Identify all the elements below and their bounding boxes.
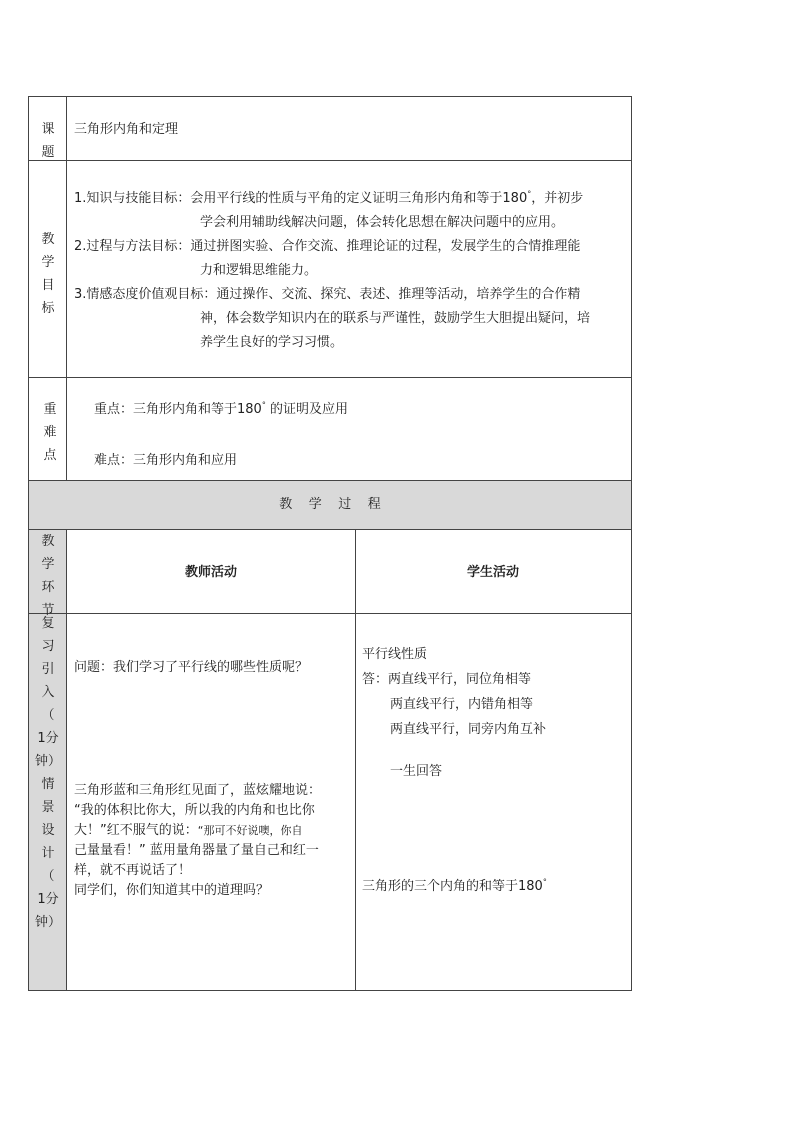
- student-activity-header: 学生活动: [466, 565, 519, 580]
- student-answer: 两直线平行，同旁内角互补: [390, 722, 547, 737]
- objective-item: 1.知识与技能目标：会用平行线的性质与平角的定义证明三角形内角和等于180°，并初步: [74, 189, 584, 206]
- story-line: 三角形蓝和三角形红见面了，蓝炫耀地说：: [74, 783, 322, 798]
- objective-item-cont: 养学生良好的学习习惯。: [200, 335, 344, 350]
- topic-label: 课 题: [41, 122, 55, 160]
- objective-item-cont: 神，体会数学知识内在的联系与严谨性，鼓励学生大胆提出疑问，培: [200, 311, 591, 326]
- objective-item: 2.过程与方法目标：通过拼图实验、合作交流、推理论证的过程，发展学生的合情推理能: [74, 239, 581, 254]
- process-header: 教 学 过 程: [279, 497, 381, 512]
- student-answer: 答：两直线平行，同位角相等: [362, 672, 532, 687]
- col-divider: [355, 529, 356, 990]
- key-point: 重点：三角形内角和等于180° 的证明及应用: [94, 400, 348, 417]
- row-divider: [29, 529, 631, 530]
- difficult-point: 难点：三角形内角和应用: [94, 453, 238, 468]
- row-divider: [29, 377, 631, 378]
- story-line: 同学们，你们知道其中的道理吗？: [74, 883, 270, 898]
- story-line: 己量量看！” 蓝用量角器量了量自己和红一: [74, 843, 319, 858]
- story-line: 样，就不再说话了！: [74, 863, 192, 878]
- stage-header-label: 教 学 环 节: [41, 534, 55, 618]
- story-line: 大！”红不服气的说：“那可不好说噢，你自: [74, 823, 303, 838]
- row-divider: [29, 613, 631, 614]
- row-divider: [29, 160, 631, 161]
- objective-item: 3.情感态度价值观目标：通过操作、交流、探究、表述、推理等活动，培养学生的合作精: [74, 287, 581, 302]
- student-title: 平行线性质: [362, 647, 428, 662]
- student-conclusion: 三角形的三个内角的和等于180°: [362, 877, 547, 894]
- student-response: 一生回答: [390, 764, 443, 779]
- teacher-story: [74, 781, 352, 901]
- student-answer: 两直线平行，内错角相等: [390, 697, 534, 712]
- row-divider: [29, 480, 631, 481]
- teacher-activity-header: 教师活动: [184, 565, 237, 580]
- story-line: “我的体积比你大，所以我的内角和也比你: [74, 803, 315, 818]
- stage-labels: 复 习 引 入 （ 1分 钟） 情 景 设 计 （ 1分 钟）: [34, 616, 61, 930]
- key-points-label: 重 难 点: [43, 402, 57, 463]
- teacher-question: 问题：我们学习了平行线的哪些性质呢？: [74, 660, 309, 675]
- topic-value: 三角形内角和定理: [74, 122, 179, 137]
- objectives-list: [74, 187, 590, 355]
- objectives-label: 教 学 目 标: [41, 232, 55, 316]
- objective-item-cont: 学会利用辅助线解决问题，体会转化思想在解决问题中的应用。: [200, 215, 565, 230]
- objective-item-cont: 力和逻辑思维能力。: [200, 263, 318, 278]
